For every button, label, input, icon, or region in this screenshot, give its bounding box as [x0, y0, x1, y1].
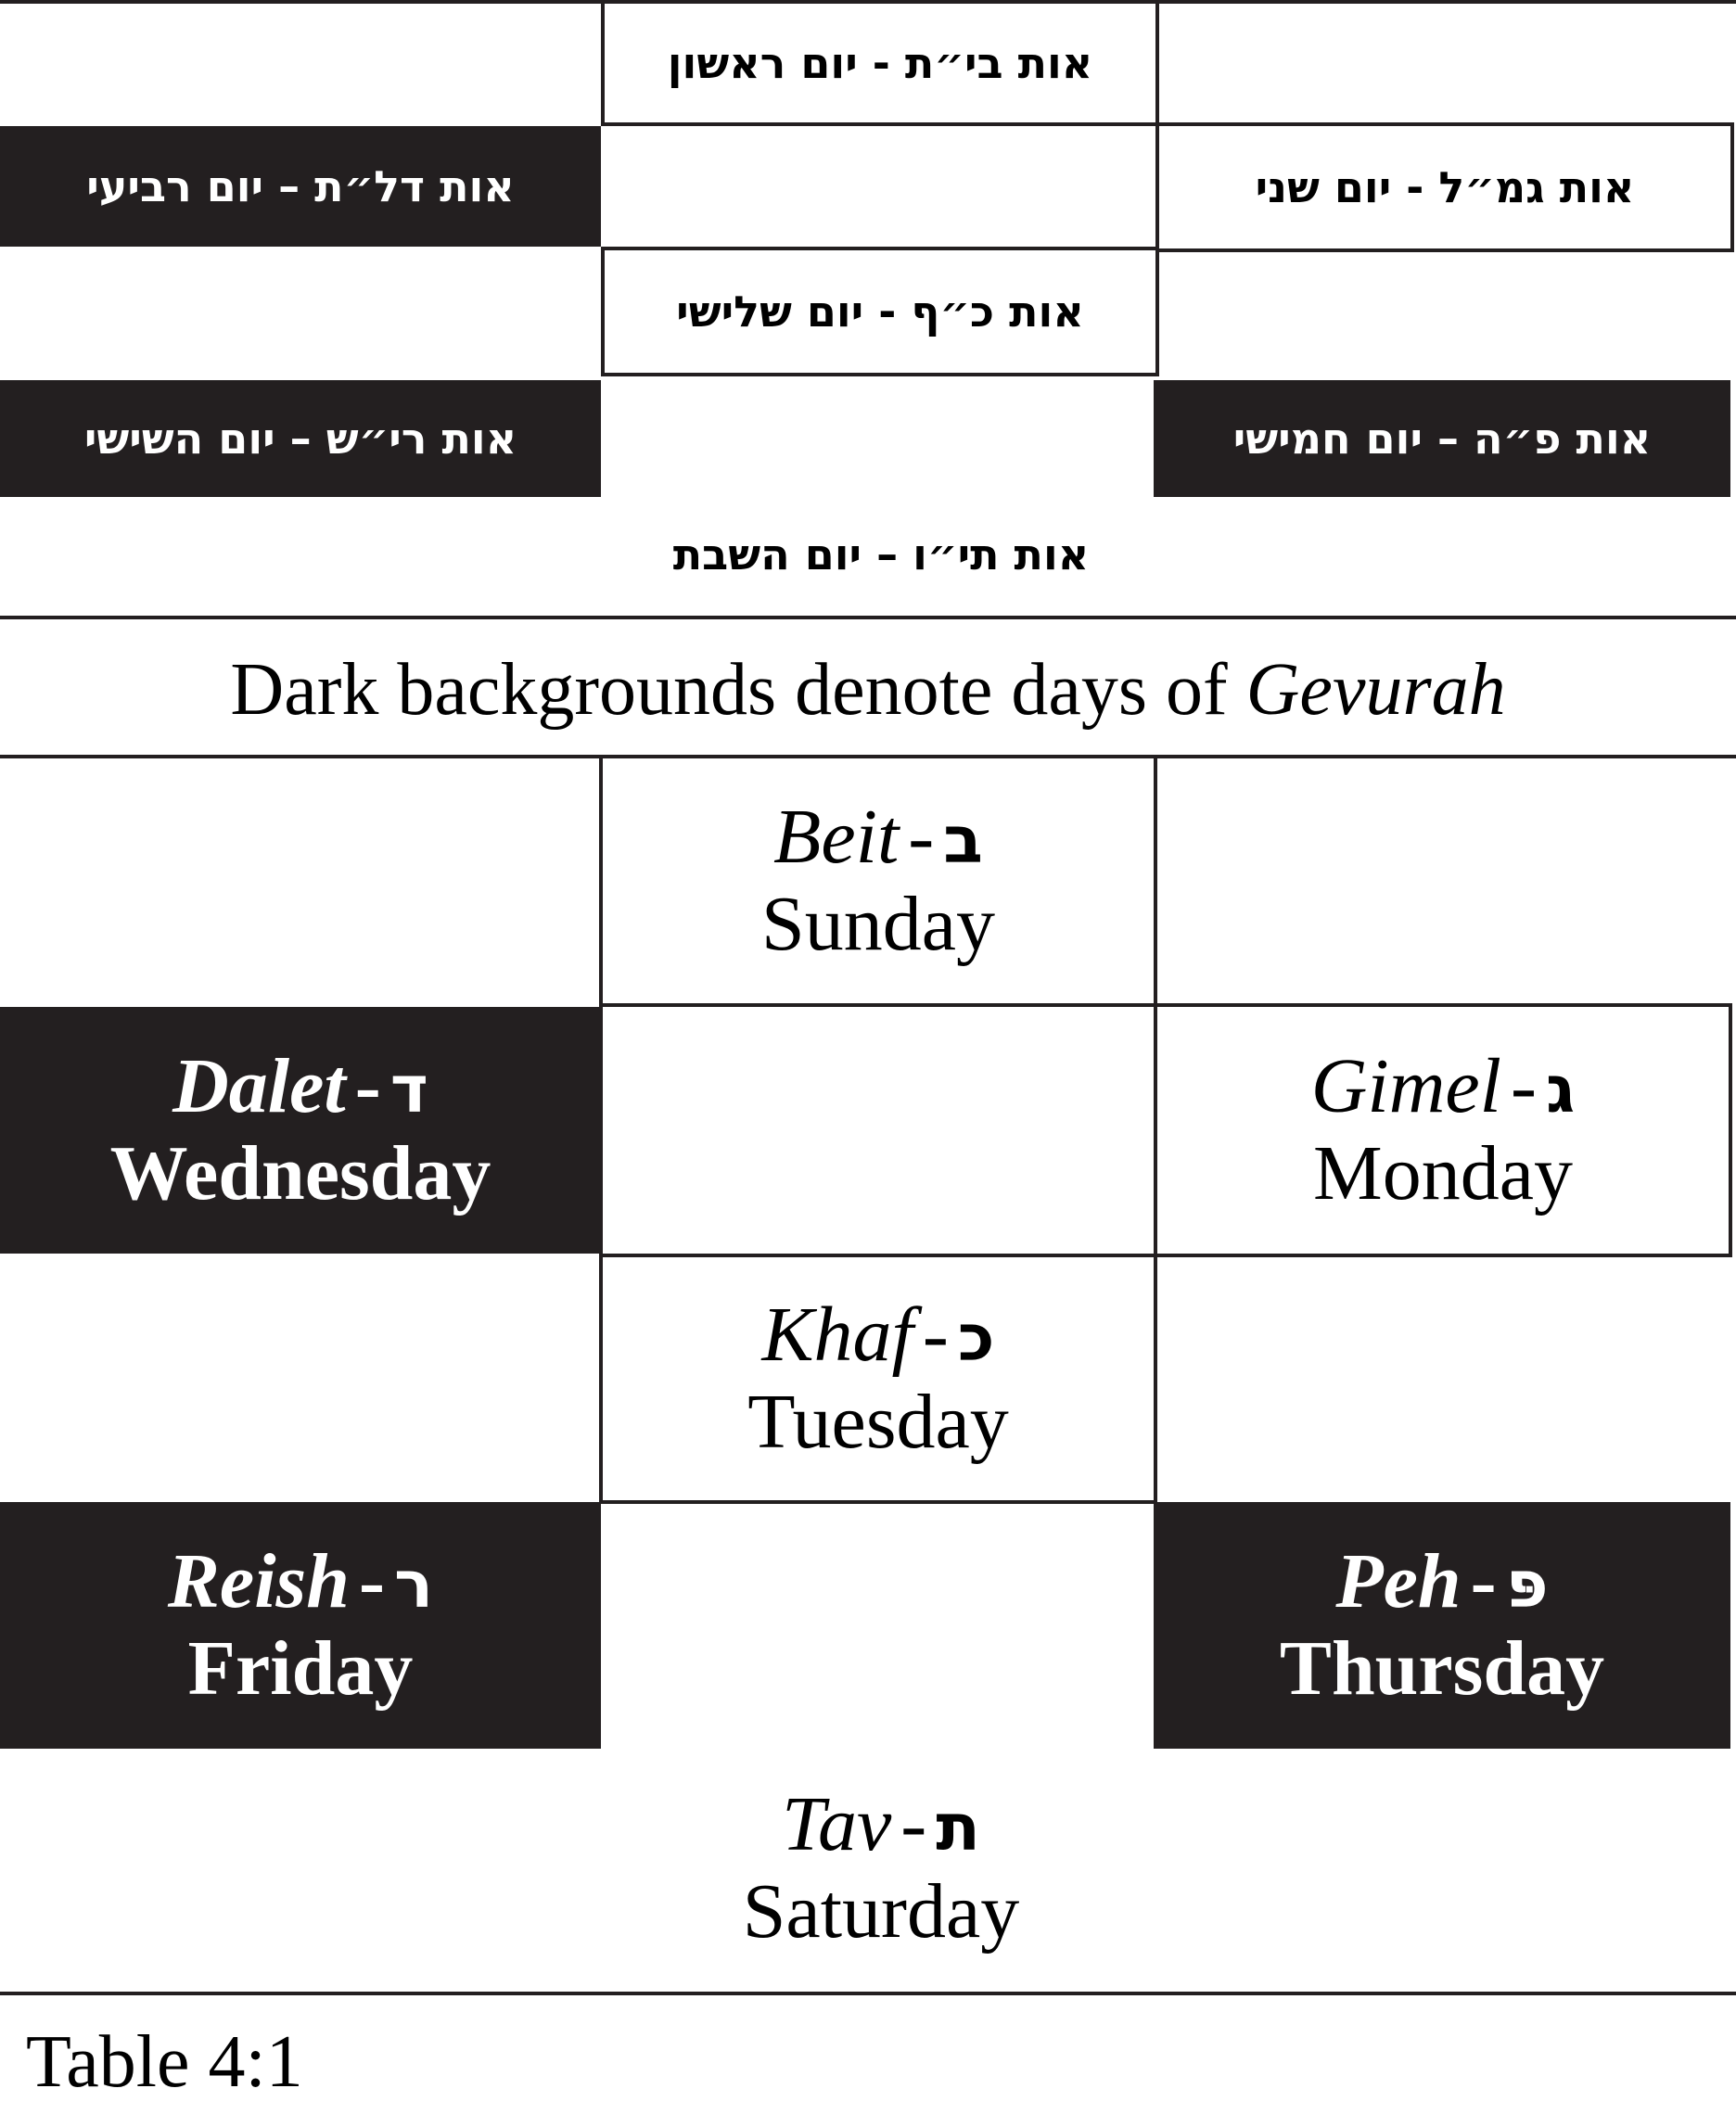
- hebrew-cell-thursday: [1154, 380, 1730, 497]
- table-label: [26, 2016, 303, 2108]
- hebrew-label-saturday: אות תי״ו – יום השבת: [672, 529, 1090, 579]
- english-cell-monday: [1154, 1003, 1732, 1257]
- hebrew-label-friday: אות רי״ש – יום השישי: [83, 414, 517, 464]
- day-name-friday: Friday: [187, 1625, 414, 1712]
- hebrew-label-tuesday: אות כ״ף - יום שלישי: [676, 287, 1084, 337]
- hebrew-cell-monday: [1155, 122, 1734, 252]
- separator-wednesday: -: [354, 1042, 381, 1129]
- english-letter-row-tuesday: [761, 1292, 994, 1379]
- table-label-text: Table 4:1: [26, 2021, 303, 2103]
- hebrew-label-thursday: אות פ״ה – יום חמישי: [1232, 414, 1652, 464]
- separator-thursday: -: [1470, 1537, 1497, 1624]
- hebrew-cell-saturday: [464, 510, 1298, 599]
- english-cell-wednesday: [0, 1007, 601, 1254]
- hebrew-cell-wednesday: [0, 126, 601, 247]
- hebrew-letter-saturday: ת: [936, 1789, 981, 1866]
- legend-caption: [0, 630, 1736, 749]
- letter-name-monday: Gimel: [1310, 1042, 1502, 1129]
- day-name-wednesday: Wednesday: [109, 1130, 491, 1216]
- letter-name-friday: Reish: [167, 1537, 350, 1624]
- bottom-border: [0, 1992, 1736, 1995]
- hebrew-label-sunday: אות בי״ת - יום ראשון: [667, 38, 1093, 88]
- separator-monday: -: [1511, 1042, 1537, 1129]
- english-letter-row-monday: [1311, 1043, 1576, 1130]
- hebrew-label-monday: אות גמ״ל - יום שני: [1255, 162, 1635, 212]
- english-letter-row-thursday: [1335, 1538, 1548, 1625]
- hebrew-letter-wednesday: ד: [389, 1051, 428, 1127]
- hebrew-letter-monday: ג: [1546, 1051, 1576, 1127]
- hebrew-letter-tuesday: כ: [957, 1299, 995, 1376]
- english-cell-sunday: [603, 758, 1154, 1003]
- hebrew-letter-friday: ר: [393, 1546, 434, 1623]
- day-name-sunday: Sunday: [761, 881, 995, 967]
- english-cell-friday: [0, 1502, 601, 1749]
- day-name-thursday: Thursday: [1279, 1625, 1605, 1712]
- day-name-saturday: Saturday: [742, 1868, 1020, 1955]
- separator-friday: -: [358, 1537, 385, 1624]
- english-letter-row-wednesday: [172, 1043, 428, 1130]
- english-cell-thursday: [1154, 1502, 1730, 1749]
- letter-name-saturday: Tav: [781, 1780, 892, 1867]
- hebrew-cell-friday: [0, 380, 601, 497]
- letter-name-sunday: Beit: [773, 793, 900, 880]
- day-name-monday: Monday: [1313, 1130, 1573, 1216]
- hebrew-label-wednesday: אות דל״ת – יום רביעי: [86, 161, 515, 211]
- hebrew-letter-sunday: ב: [943, 801, 983, 878]
- empty-center-cell-upper: [599, 1003, 1157, 1257]
- hebrew-cell-tuesday: [601, 247, 1159, 376]
- hebrew-cell-sunday: [601, 0, 1159, 126]
- separator-sunday: -: [908, 793, 935, 880]
- english-letter-row-sunday: [773, 794, 983, 881]
- separator-tuesday: -: [922, 1291, 949, 1378]
- legend-caption-text: Dark backgrounds denote days of: [230, 648, 1246, 731]
- english-cell-tuesday: [599, 1254, 1157, 1504]
- grid-line-right-top: [1154, 755, 1157, 1007]
- day-name-tuesday: Tuesday: [747, 1379, 1009, 1465]
- letter-name-tuesday: Khaf: [761, 1291, 913, 1378]
- letter-name-wednesday: Dalet: [172, 1042, 346, 1129]
- letter-name-thursday: Peh: [1335, 1537, 1462, 1624]
- english-letter-row-saturday: [782, 1781, 980, 1868]
- divider-above-caption: [0, 616, 1736, 619]
- separator-saturday: -: [900, 1780, 927, 1867]
- english-letter-row-friday: [168, 1538, 433, 1625]
- english-cell-saturday: [519, 1758, 1243, 1979]
- legend-caption-emphasis: Gevurah: [1245, 648, 1506, 731]
- hebrew-letter-thursday: פּ: [1505, 1546, 1549, 1623]
